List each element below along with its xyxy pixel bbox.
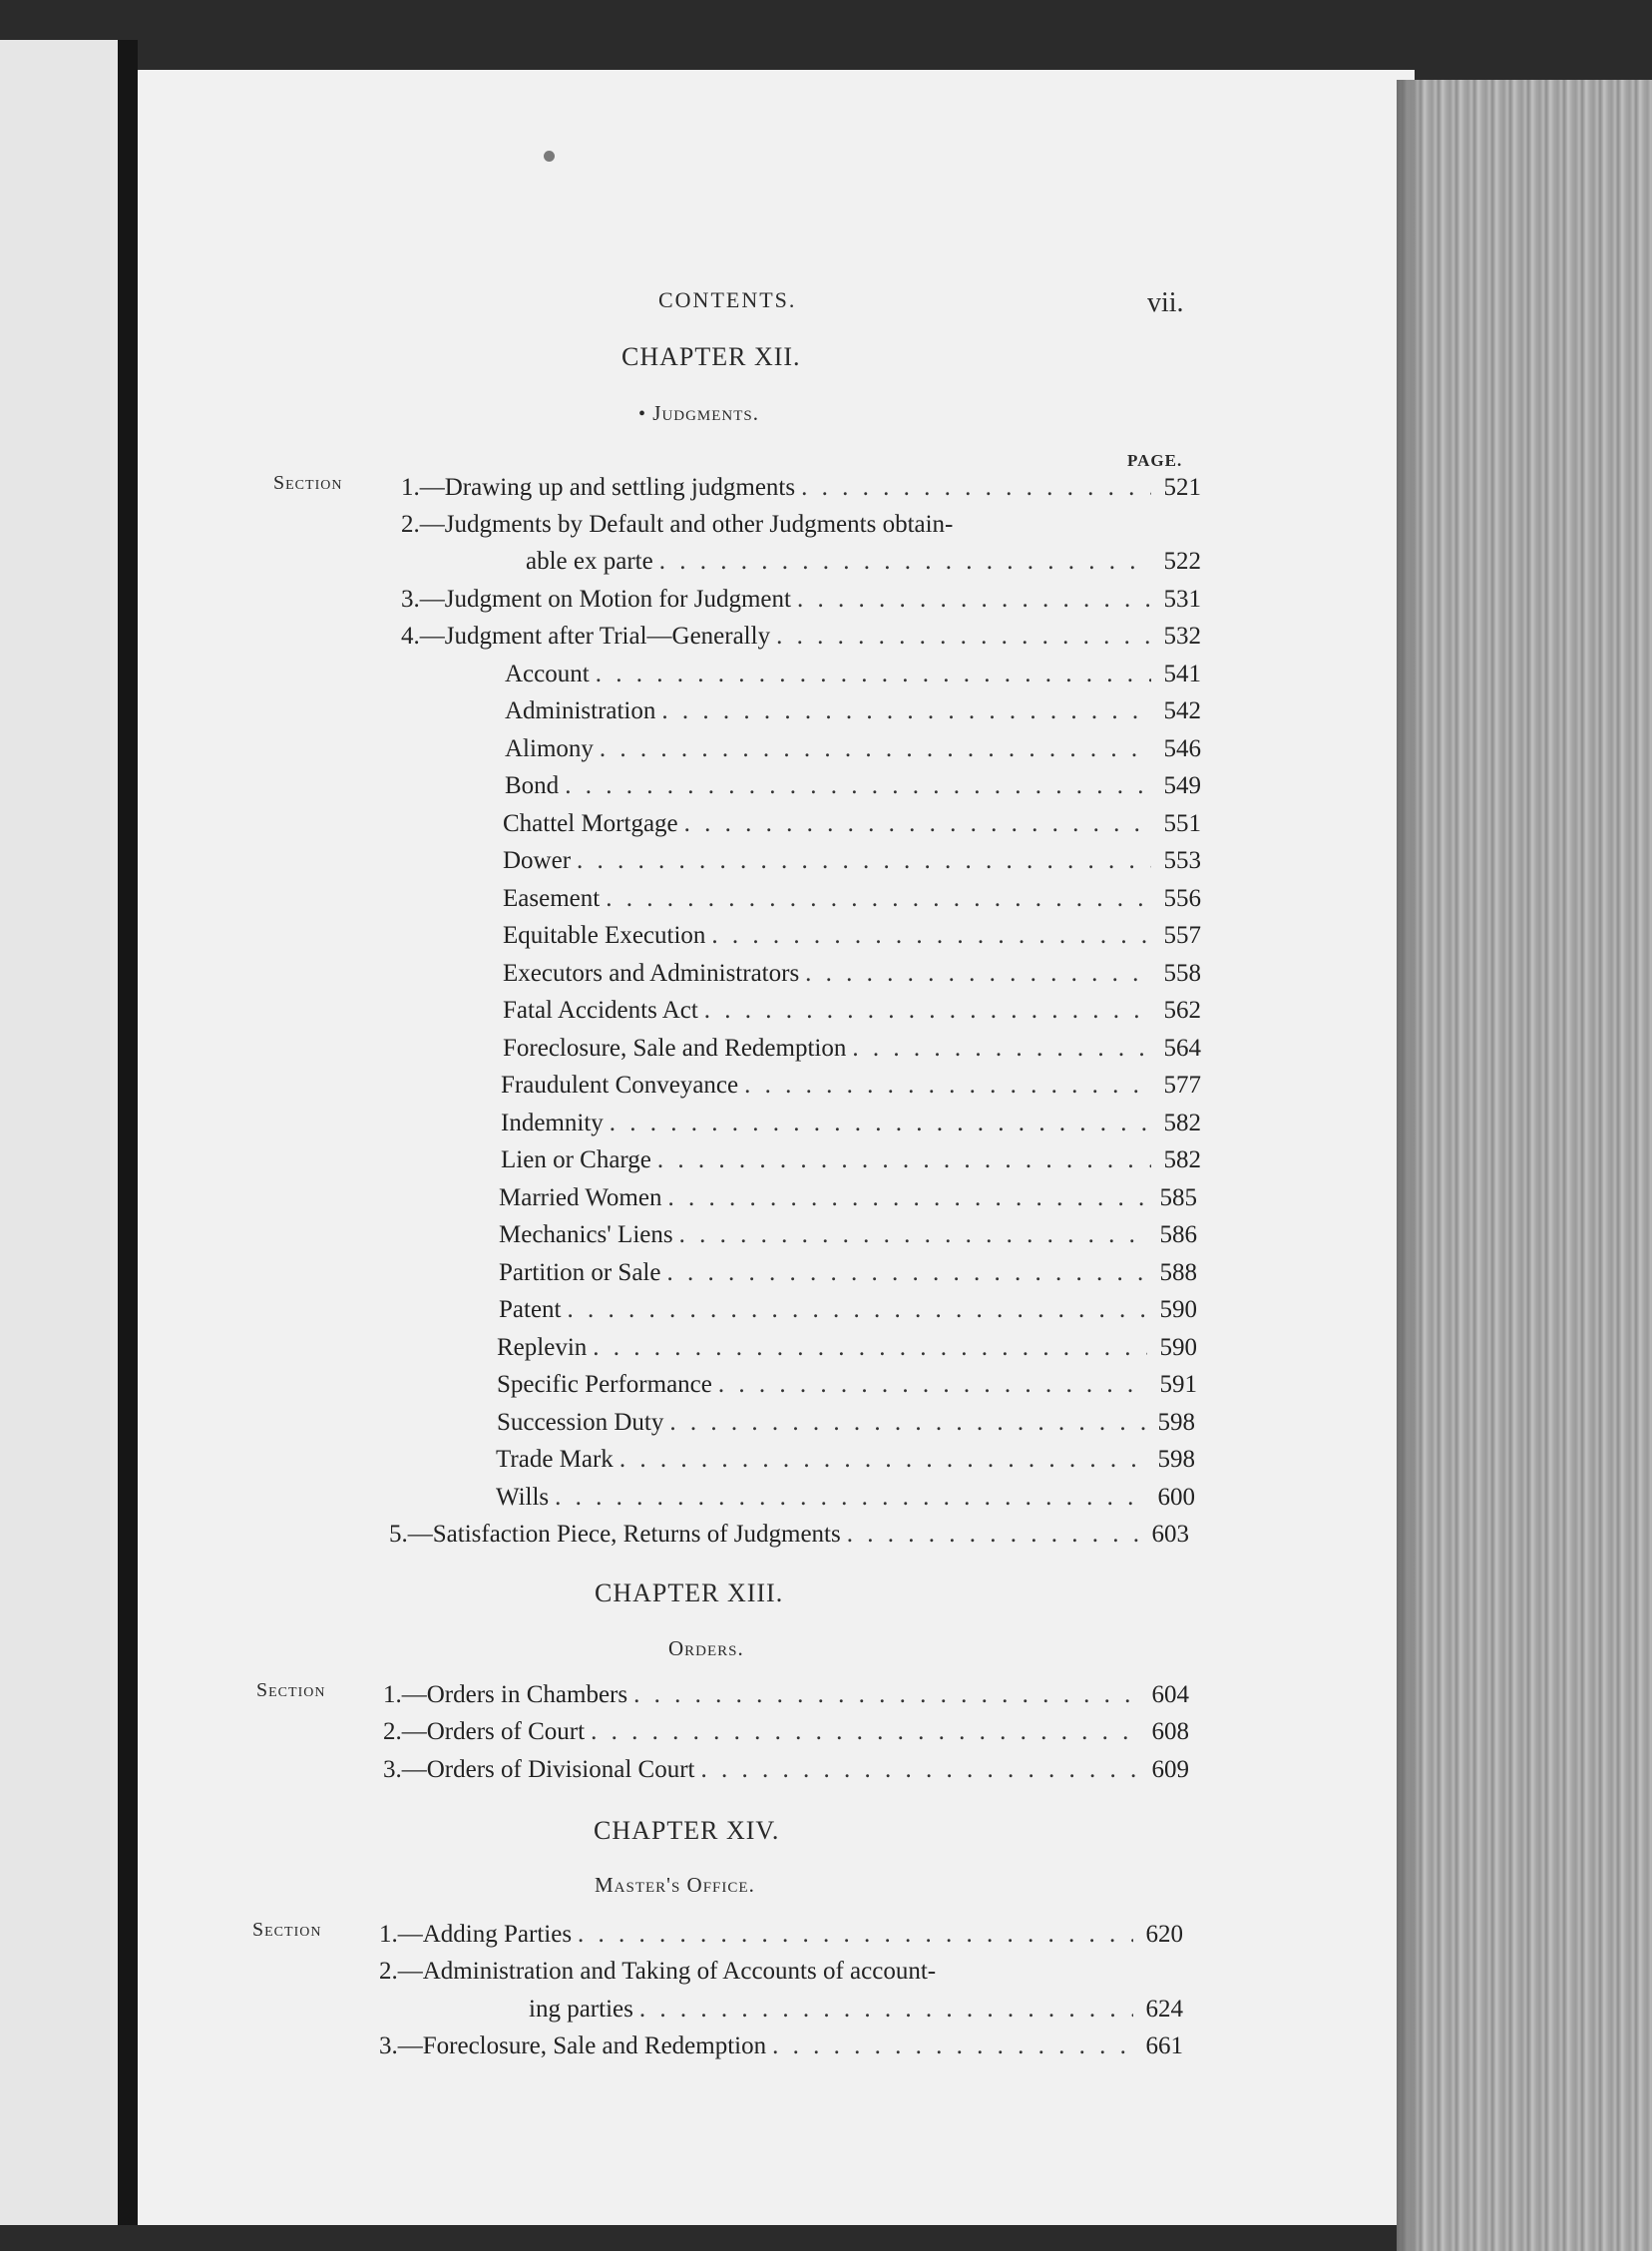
chapter-subheading: Master's Office. (595, 1873, 755, 1897)
toc-entry: Fraudulent Conveyance . . . 577 (501, 1072, 1201, 1100)
toc-entry: Partition or Sale . . . 588 (499, 1259, 1197, 1287)
toc-entry: Lien or Charge . . . 582 (501, 1146, 1201, 1174)
toc-entry: Foreclosure, Sale and Redemption . . . 564 (503, 1035, 1201, 1063)
toc-entry: Equitable Execution . . . 557 (503, 922, 1201, 950)
toc-entry: Wills . . . 600 (496, 1484, 1195, 1512)
toc-entry: Chattel Mortgage . . . 551 (503, 810, 1201, 838)
page-column-heading: PAGE. (1127, 451, 1183, 470)
page-folio: vii. (1147, 287, 1184, 318)
toc-entry: 1.—Orders in Chambers . . . 604 (383, 1681, 1189, 1709)
page-block-shadow (1397, 80, 1423, 2251)
toc-entry: Specific Performance . . . 591 (497, 1371, 1197, 1399)
toc-entry: Administration . . . 542 (505, 697, 1201, 725)
chapter-subheading (638, 401, 759, 426)
toc-entry: Fatal Accidents Act . . . 562 (503, 997, 1201, 1025)
toc-entry: Account . . . 541 (505, 661, 1201, 688)
toc-entry: ing parties . . . 624 (529, 1996, 1183, 2024)
toc-entry: Replevin . . . 590 (497, 1334, 1197, 1362)
ink-spot (544, 151, 555, 162)
book-gutter (118, 40, 138, 2225)
chapter-heading: CHAPTER XIII. (595, 1578, 784, 1607)
toc-entry: 5.—Satisfaction Piece, Returns of Judgments . . . 603 (389, 1521, 1189, 1549)
section-label: Section (252, 1919, 322, 1941)
bullet-mark: • (638, 403, 647, 425)
chapter-subheading: Orders. (668, 1636, 744, 1660)
chapter-heading: CHAPTER XII. (621, 342, 801, 371)
facing-page-edge (0, 40, 118, 2225)
toc-entry: Patent . . . 590 (499, 1296, 1197, 1324)
running-head-title: CONTENTS. (658, 287, 797, 312)
page-block-edge (1397, 80, 1652, 2251)
toc-entry: 2.—Orders of Court . . . 608 (383, 1718, 1189, 1746)
section-label: Section (256, 1679, 326, 1701)
toc-entry: Trade Mark . . . 598 (496, 1446, 1195, 1474)
toc-entry: 3.—Foreclosure, Sale and Redemption . . . 661 (379, 2032, 1183, 2060)
toc-entry: 1.—Drawing up and settling judgments . . . 521 (401, 474, 1201, 502)
toc-entry: 2.—Judgments by Default and other Judgments obtain- (401, 511, 954, 538)
toc-entry: 1.—Adding Parties . . . 620 (379, 1921, 1183, 1949)
toc-entry: 3.—Judgment on Motion for Judgment . . . 531 (401, 586, 1201, 614)
toc-entry: 2.—Administration and Taking of Accounts of account- (379, 1958, 937, 1985)
toc-entry: 4.—Judgment after Trial—Generally . . . 532 (401, 623, 1201, 651)
chapter-heading: CHAPTER XIV. (594, 1816, 780, 1845)
toc-entry: Bond . . . 549 (505, 772, 1201, 800)
toc-entry: Succession Duty . . . 598 (497, 1409, 1195, 1437)
toc-entry: 3.—Orders of Divisional Court . . . 609 (383, 1756, 1189, 1784)
toc-entry: Married Women . . . 585 (499, 1184, 1197, 1212)
toc-entry: Mechanics' Liens . . . 586 (499, 1221, 1197, 1249)
toc-entry: Dower . . . 553 (503, 847, 1201, 875)
toc-entry: Indemnity . . . 582 (501, 1110, 1201, 1137)
toc-entry: Alimony . . . 546 (505, 735, 1201, 763)
toc-entry: able ex parte . . . 522 (526, 548, 1201, 576)
chapter-subheading-text: Judgments. (652, 401, 760, 425)
toc-entry: Executors and Administrators . . . 558 (503, 960, 1201, 988)
toc-entry: Easement . . . 556 (503, 885, 1201, 913)
section-label: Section (273, 472, 343, 494)
